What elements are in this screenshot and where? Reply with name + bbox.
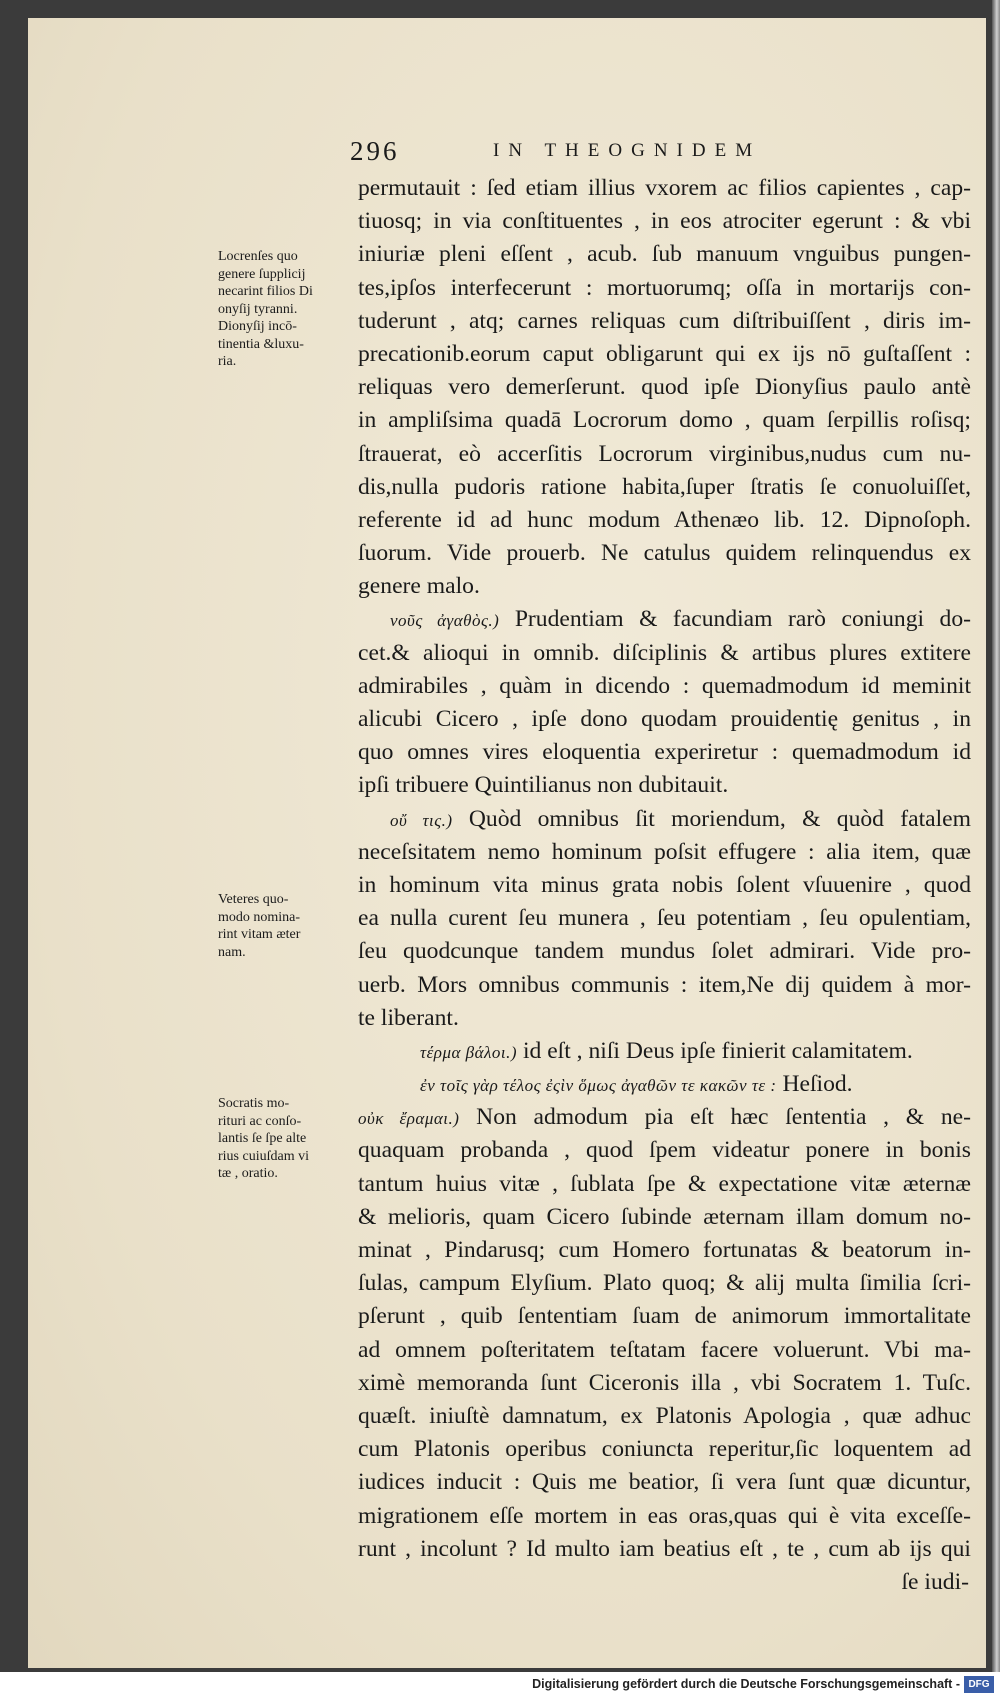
text-line: tantum huius vitæ , ſublata ſpe & expectatione vitæ æternæ	[358, 1170, 971, 1197]
margin-note-line: nam.	[218, 944, 246, 960]
hesiod-quote-line	[358, 1068, 971, 1101]
text-line: pſerunt , quib ſententiam ſuam de animorum immortalitate	[358, 1303, 971, 1330]
margin-note-line: Socratis mo-	[218, 1096, 290, 1111]
page-number: 296	[350, 136, 400, 166]
margin-note-line: lantis ſe ſpe alte	[218, 1131, 307, 1146]
digitization-footer	[0, 1672, 1000, 1700]
running-title: IN THEOGNIDEM	[493, 140, 762, 161]
text-line: minat , Pindarusq; cum Homero fortunatas & beatorum in-	[358, 1237, 971, 1263]
text-line: migrationem eſſe mortem in eas oras,quas qui è vita exceſſe-	[358, 1502, 971, 1529]
text-line: permutauit : ſed etiam illius vxorem ac filios capientes , cap-	[358, 175, 971, 201]
text-line: precationib.eorum caput obligarunt qui ex ijs nō guſtaſſent :	[358, 340, 971, 367]
text-line: quo omnes vires eloquentia experiretur : quemadmodum id	[358, 739, 971, 766]
text-line: in hominum vita minus grata nobis ſolent vſuuenire , quod	[358, 871, 971, 898]
margin-note-line: modo nomina-	[218, 909, 301, 925]
text-fragment: Non admodum pia eſt hæc ſententia , & ne-	[476, 1104, 971, 1131]
text-line: in ampliſsima quadā Locrorum domo , quam ſerpillis roſisq;	[358, 407, 971, 434]
footer-credit: Digitalisierung gefördert durch die Deutsche Forschungsgemeinschaft -	[532, 1677, 960, 1691]
text-fragment: id eſt , niſi Deus ipſe finierit calamitatem.	[522, 1037, 913, 1064]
text-line: tiuosq; in via conſtituentes , in eos atrociter egerunt : & vbi	[358, 208, 971, 235]
text-line: cum Platonis operibus coniuncta reperitur,ſic loquentem ad	[358, 1436, 971, 1463]
text-line: referente id ad hunc modum Athenæo lib. 12. Dipnoſoph.	[358, 506, 971, 533]
margin-note-locrenses	[218, 248, 366, 318]
text-line: tes,ipſos interfecerunt : mortuorumq; oſſa in mortarijs con-	[358, 274, 971, 301]
margin-note-line: genere ſupplicij	[218, 266, 306, 282]
catchword: ſe iudi-	[901, 1568, 969, 1595]
text-line: neceſsitatem nemo hominum poſsit effugere : alia item, quæ	[358, 838, 971, 865]
text-fragment: Heſiod.	[782, 1071, 853, 1098]
margin-note-line: onyſij tyranni.	[218, 301, 298, 317]
margin-note-line: Veteres quo-	[218, 892, 289, 907]
margin-note-line: rius cuiuſdam vi	[218, 1148, 309, 1164]
text-line: ſtrauerat, eò accerſitis Locrorum virginibus,nudus cum nu-	[358, 440, 971, 467]
text-line: ſulas, campum Elyſium. Plato quoq; & alij multa ſimilia ſcri-	[358, 1270, 971, 1297]
margin-note-line: Locrenſes quo	[218, 249, 298, 264]
greek-lemma: οὐκ ἔραμαι.)	[358, 1109, 460, 1129]
margin-note-line: rituri ac conſo-	[218, 1113, 302, 1129]
text-fragment: Quòd omnibus ſit moriendum, & quòd fatalem	[468, 805, 972, 832]
main-text	[358, 172, 971, 1599]
text-line: alicubi Cicero , ipſe dono quodam prouidentię genitus , in	[358, 706, 971, 732]
text-line: ipſi tribuere Quintilianus non dubitauit.	[358, 772, 729, 799]
book-page	[28, 18, 986, 1668]
text-line: tuderunt , atq; carnes reliquas cum diſtribuiſſent , diris im-	[358, 307, 971, 334]
text-line: ſuorum. Vide prouerb. Ne catulus quidem relinquendus ex	[358, 540, 971, 567]
margin-note-line: tinentia &luxu-	[218, 336, 304, 352]
text-line: dis,nulla pudoris ratione habita,ſuper ſtratis ſe conuoluiſſet,	[358, 473, 971, 500]
text-line: reliquas vero demerſerunt. quod ipſe Dionyſius paulo antè	[358, 374, 971, 401]
text-line: iudices inducit : Quis me beatior, ſi vera ſunt quæ dicuntur,	[358, 1469, 971, 1496]
greek-lemma: οὔ τις.)	[390, 810, 453, 830]
text-line: te liberant.	[358, 1004, 459, 1031]
text-line: ſeu quodcunque tandem mundus ſolet admirari. Vide pro-	[358, 938, 971, 965]
dfg-logo[interactable]: DFG	[964, 1676, 994, 1693]
text-line: runt , incolunt ? Id multo iam beatius eſt , te , cum ab ijs qui	[358, 1535, 971, 1562]
text-line: iniuriæ pleni eſſent , acub. ſub manuum vnguibus pungen-	[358, 241, 971, 268]
margin-note-line: ria.	[218, 354, 237, 369]
text-line: ad omnem poſteritatem teſtatam facere voluerunt. Vbi ma-	[358, 1336, 971, 1363]
margin-note-line: rint vitam æter	[218, 927, 301, 942]
paragraph-lemma-line	[358, 1035, 971, 1068]
running-head	[328, 136, 888, 166]
margin-note-line: necarint filios Di	[218, 284, 313, 299]
text-line: uerb. Mors omnibus communis : item,Ne dij quidem à mor-	[358, 971, 971, 998]
greek-quote: ἐν τοῖς γὰρ τέλος ἐςὶν ὅμως ἀγαθῶν τε κακῶν τε :	[420, 1076, 777, 1096]
greek-lemma: τέρμα βάλοι.)	[420, 1042, 518, 1062]
greek-lemma: νοῦς ἀγαθὸς.)	[390, 611, 500, 631]
text-line: cet.& alioqui in omnib. diſciplinis & artibus plures extitere	[358, 639, 971, 666]
text-line: & melioris, quam Cicero ſubinde æternam illam domum no-	[358, 1203, 971, 1230]
text-line: ea nulla curent ſeu munera , ſeu potentiam , ſeu opulentiam,	[358, 905, 971, 932]
text-fragment: Prudentiam & facundiam rarò coniungi do-	[514, 606, 971, 633]
text-line: admirabiles , quàm in dicendo : quemadmodum id meminit	[358, 672, 971, 699]
margin-note-dionysii	[218, 318, 366, 371]
text-line: genere malo.	[358, 573, 480, 600]
paragraph-lemma-line	[358, 803, 971, 836]
margin-note-line: Dionyſij incō-	[218, 319, 297, 334]
paragraph-lemma-line	[358, 603, 971, 636]
margin-note-veteres	[218, 891, 366, 961]
text-line: ximè memoranda ſunt Ciceronis illa , vbi Socratem 1. Tuſc.	[358, 1369, 971, 1396]
margin-note-line: tæ , oratio.	[218, 1166, 278, 1181]
paragraph-lemma-line	[358, 1101, 971, 1134]
text-line: quæſt. iniuſtè damnatum, ex Platonis Apologia , quæ adhuc	[358, 1402, 971, 1429]
margin-note-socratis	[218, 1095, 366, 1183]
text-line: quaquam probanda , quod ſpem videatur ponere in bonis	[358, 1137, 971, 1164]
